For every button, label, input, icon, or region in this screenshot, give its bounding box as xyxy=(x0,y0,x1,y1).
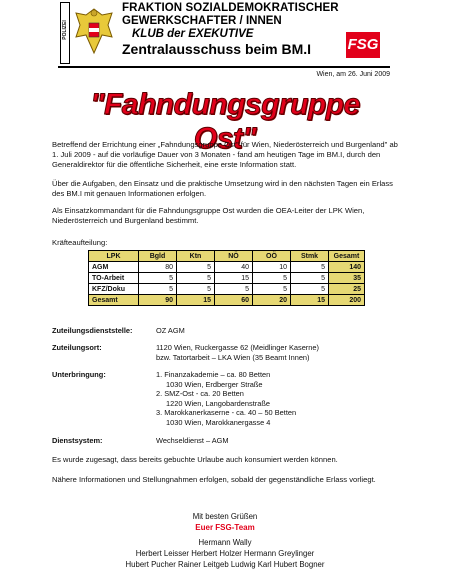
note-further-info: Nähere Informationen und Stellungnahmen erfolgen, sobald der gegenständliche Erlass vorliegt. xyxy=(52,475,376,484)
row-label: TO-Arbeit xyxy=(89,273,139,284)
col-header: Gesamt xyxy=(329,251,365,262)
info-line: 1120 Wien, Ruckergasse 62 (Meidlinger Kaserne) xyxy=(156,343,319,352)
header-text xyxy=(122,2,344,57)
info-line: bzw. Tatortarbeit – LKA Wien (35 Beamt Innen) xyxy=(156,352,310,362)
document-date: Wien, am 26. Juni 2009 xyxy=(316,71,390,78)
table-cell: 5 xyxy=(291,284,329,295)
info-line: 1. Finanzakademie – ca. 80 Betten xyxy=(156,370,271,379)
info-label: Dienstsystem: xyxy=(52,436,103,445)
signatory-line: Hubert Pucher Rainer Leitgeb Ludwig Karl Hubert Bogner xyxy=(125,560,325,569)
table-cell: 15 xyxy=(215,273,253,284)
table-cell: 5 xyxy=(139,284,177,295)
col-header: OÖ xyxy=(253,251,291,262)
table-cell: 5 xyxy=(253,273,291,284)
paragraph-tasks: Über die Aufgaben, den Einsatz und die praktische Umsetzung wird in den nächsten Tagen ein Erlass des BM.I mit genauen Informationen erfolgen. xyxy=(52,179,393,198)
table-cell: 5 xyxy=(177,273,215,284)
col-header: Stmk xyxy=(291,251,329,262)
info-label: Zuteilungsort: xyxy=(52,343,102,352)
table-cell: 10 xyxy=(253,262,291,273)
paragraph-commander: Als Einsatzkommandant für die Fahndungsgruppe Ost wurden die OEA-Leiter der LPK Wien, Niederösterreich und Burgenland bestimmt. xyxy=(52,206,365,225)
row-label: AGM xyxy=(89,262,139,273)
table-cell: 60 xyxy=(215,295,253,306)
paragraph-intro: Betreffend der Errichtung einer „Fahndungsgruppe Ost" für Wien, Niederösterreich und Burgenland" ab 1. Juli 2009 - auf die vorläufige Dauer von 3 Monaten - fand am heutigen Tage im BM.I, durch den Generaldirektor für die öffentliche Sicherheit, eine erste Information statt. xyxy=(52,140,398,169)
signatory-line: Herbert Leisser Herbert Holzer Hermann Greylinger xyxy=(135,549,315,558)
header-line-3: KLUB der EXEKUTIVE xyxy=(132,28,254,40)
info-value xyxy=(156,370,406,427)
note-vacation: Es wurde zugesagt, dass bereits gebuchte Urlaube auch konsumiert werden können. xyxy=(52,455,338,464)
table-cell: 5 xyxy=(215,284,253,295)
table-cell: 5 xyxy=(253,284,291,295)
table-cell: 15 xyxy=(291,295,329,306)
table-cell: 5 xyxy=(177,284,215,295)
police-label: POLIZEI xyxy=(62,20,68,40)
info-value: Wechseldienst – AGM xyxy=(156,436,229,445)
closing-greeting: Mit besten Grüßen xyxy=(192,512,258,521)
table-cell: 5 xyxy=(291,262,329,273)
table-cell: 15 xyxy=(177,295,215,306)
col-header: NÖ xyxy=(215,251,253,262)
table-cell-total: 140 xyxy=(329,262,365,273)
header-line-1: FRAKTION SOZIALDEMOKRATISCHER xyxy=(122,2,339,14)
info-line: 2. SMZ-Ost - ca. 20 Betten xyxy=(156,389,244,398)
header-line-2: GEWERKSCHAFTER / INNEN xyxy=(122,15,282,27)
federal-eagle-crest-icon xyxy=(72,5,116,57)
table-cell-total: 35 xyxy=(329,273,365,284)
closing-team: Euer FSG-Team xyxy=(195,523,255,532)
header-line-4: Zentralausschuss beim BM.I xyxy=(122,41,312,57)
info-line: 1220 Wien, Langobardenstraße xyxy=(166,398,270,408)
police-strip xyxy=(60,2,70,64)
info-label: Unterbringung: xyxy=(52,370,106,379)
col-header: Ktn xyxy=(177,251,215,262)
table-cell: 5 xyxy=(177,262,215,273)
header-divider xyxy=(58,66,390,68)
table-caption: Kräfteaufteilung: xyxy=(52,238,108,247)
table-cell: 40 xyxy=(215,262,253,273)
col-header: LPK xyxy=(89,251,139,262)
table-cell: 5 xyxy=(139,273,177,284)
force-allocation-table xyxy=(88,250,365,306)
table-row xyxy=(89,262,365,273)
info-line: 1030 Wien, Erdberger Straße xyxy=(166,379,263,389)
signatory-line: Hermann Wally xyxy=(198,538,252,547)
table-cell: 80 xyxy=(139,262,177,273)
row-label: KFZ/Doku xyxy=(89,284,139,295)
info-line: 3. Marokkanerkaserne - ca. 40 – 50 Betten xyxy=(156,408,297,417)
table-cell: 20 xyxy=(253,295,291,306)
table-sum-row xyxy=(89,295,365,306)
table-cell-total: 25 xyxy=(329,284,365,295)
table-header-row xyxy=(89,251,365,262)
table-row xyxy=(89,284,365,295)
info-label: Zuteilungsdienststelle: xyxy=(52,326,133,335)
table-row xyxy=(89,273,365,284)
info-value: OZ AGM xyxy=(156,326,185,335)
info-value xyxy=(156,343,406,362)
col-header: Bgld xyxy=(139,251,177,262)
fsg-logo: FSG xyxy=(346,32,380,58)
row-label: Gesamt xyxy=(89,295,139,306)
document-title: "Fahndungsgruppe Ost" xyxy=(90,88,360,155)
table-cell: 5 xyxy=(291,273,329,284)
table-cell: 90 xyxy=(139,295,177,306)
letterhead xyxy=(0,0,450,78)
info-line: 1030 Wien, Marokkanergasse 4 xyxy=(166,417,271,427)
table-cell-total: 200 xyxy=(329,295,365,306)
